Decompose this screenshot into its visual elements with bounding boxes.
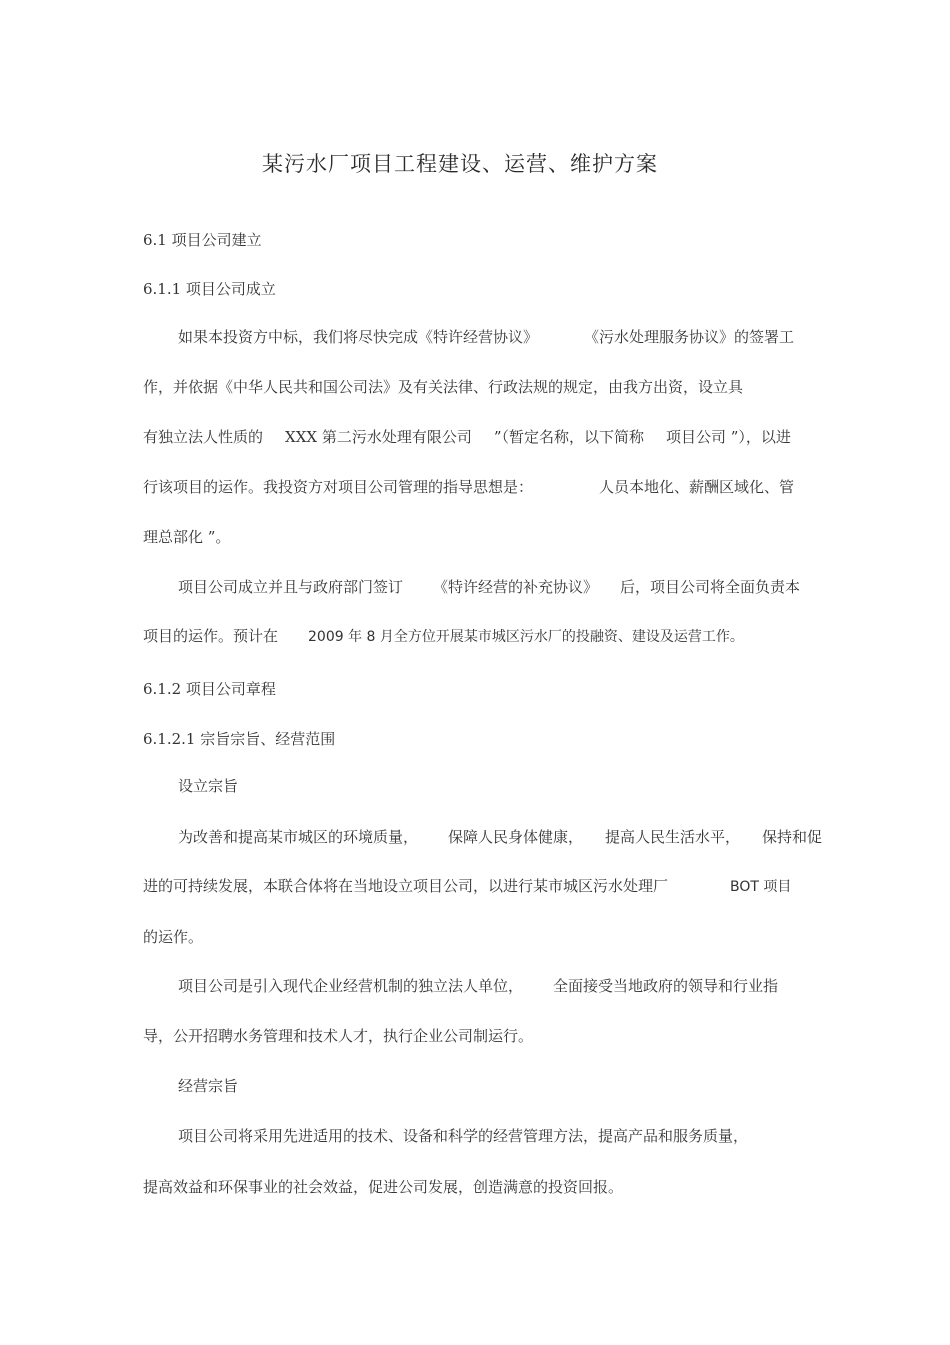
text-run: 为改善和提高某市城区的环境质量，: [178, 828, 419, 846]
text-run: XXX 第二污水处理有限公司: [285, 428, 472, 446]
paragraph-line: [178, 826, 822, 848]
paragraph-line: [143, 625, 744, 648]
text-run: 《污水处理服务协议》的签署工: [584, 328, 795, 346]
text-run: 2009 年 8 月全方位开展某市城区污水厂的投融资、建设及运营工作。: [308, 629, 744, 645]
section-heading-6-1: 6.1 项目公司建立: [143, 231, 262, 249]
subheading-setup-purpose: 设立宗旨: [178, 777, 239, 795]
section-heading-6-1-2: 6.1.2 项目公司章程: [143, 680, 276, 698]
paragraph-line: [143, 875, 791, 898]
paragraph-line: 作，并依据《中华人民共和国公司法》及有关法律、行政法规的规定，由我方出资，设立具: [143, 378, 744, 396]
text-run: 保障人民身体健康，: [448, 828, 584, 846]
text-run: 保持和促: [762, 828, 823, 846]
text-run: 《特许经营的补充协议》: [433, 578, 599, 596]
paragraph-line: [143, 476, 794, 498]
document-title: 某污水厂项目工程建设、运营、维护方案: [262, 152, 658, 176]
text-run: 有独立法人性质的: [143, 428, 264, 446]
paragraph-line: [178, 975, 778, 997]
paragraph-line: [178, 326, 794, 348]
paragraph-line: 理总部化 ”。: [143, 528, 231, 546]
text-run: 项目的运作。预计在: [143, 627, 279, 645]
paragraph-line: 提高效益和环保事业的社会效益，促进公司发展，创造满意的投资回报。: [143, 1178, 624, 1196]
text-run: 项目公司是引入现代企业经营机制的独立法人单位，: [178, 977, 524, 995]
paragraph-line: 的运作。: [143, 928, 204, 946]
text-run: 行该项目的运作。我投资方对项目公司管理的指导思想是：: [143, 478, 534, 496]
section-heading-6-1-2-1: 6.1.2.1 宗旨宗旨、经营范围: [143, 730, 336, 748]
text-run: BOT 项目: [730, 879, 792, 895]
text-run: 项目公司成立并且与政府部门签订: [178, 578, 404, 596]
paragraph-line: [143, 426, 791, 448]
text-run: 进的可持续发展，本联合体将在当地设立项目公司，以进行某市城区污水处理厂: [143, 877, 669, 895]
text-run: 全面接受当地政府的领导和行业指: [553, 977, 779, 995]
text-run: 后，项目公司将全面负责本: [620, 578, 801, 596]
subheading-business-purpose: 经营宗旨: [178, 1077, 239, 1095]
text-run: 如果本投资方中标，我们将尽快完成《特许经营协议》: [178, 328, 539, 346]
section-heading-6-1-1: 6.1.1 项目公司成立: [143, 280, 276, 298]
paragraph-line: 项目公司将采用先进适用的技术、设备和科学的经营管理方法，提高产品和服务质量，: [178, 1127, 749, 1145]
text-run: ”（暂定名称，以下简称: [493, 428, 644, 446]
text-run: 项目公司 ”），以进: [666, 428, 791, 446]
text-run: 提高人民生活水平，: [605, 828, 741, 846]
paragraph-line: 导，公开招聘水务管理和技术人才，执行企业公司制运行。: [143, 1027, 534, 1045]
paragraph-line: [178, 576, 800, 598]
text-run: 人员本地化、薪酬区域化、管: [599, 478, 795, 496]
